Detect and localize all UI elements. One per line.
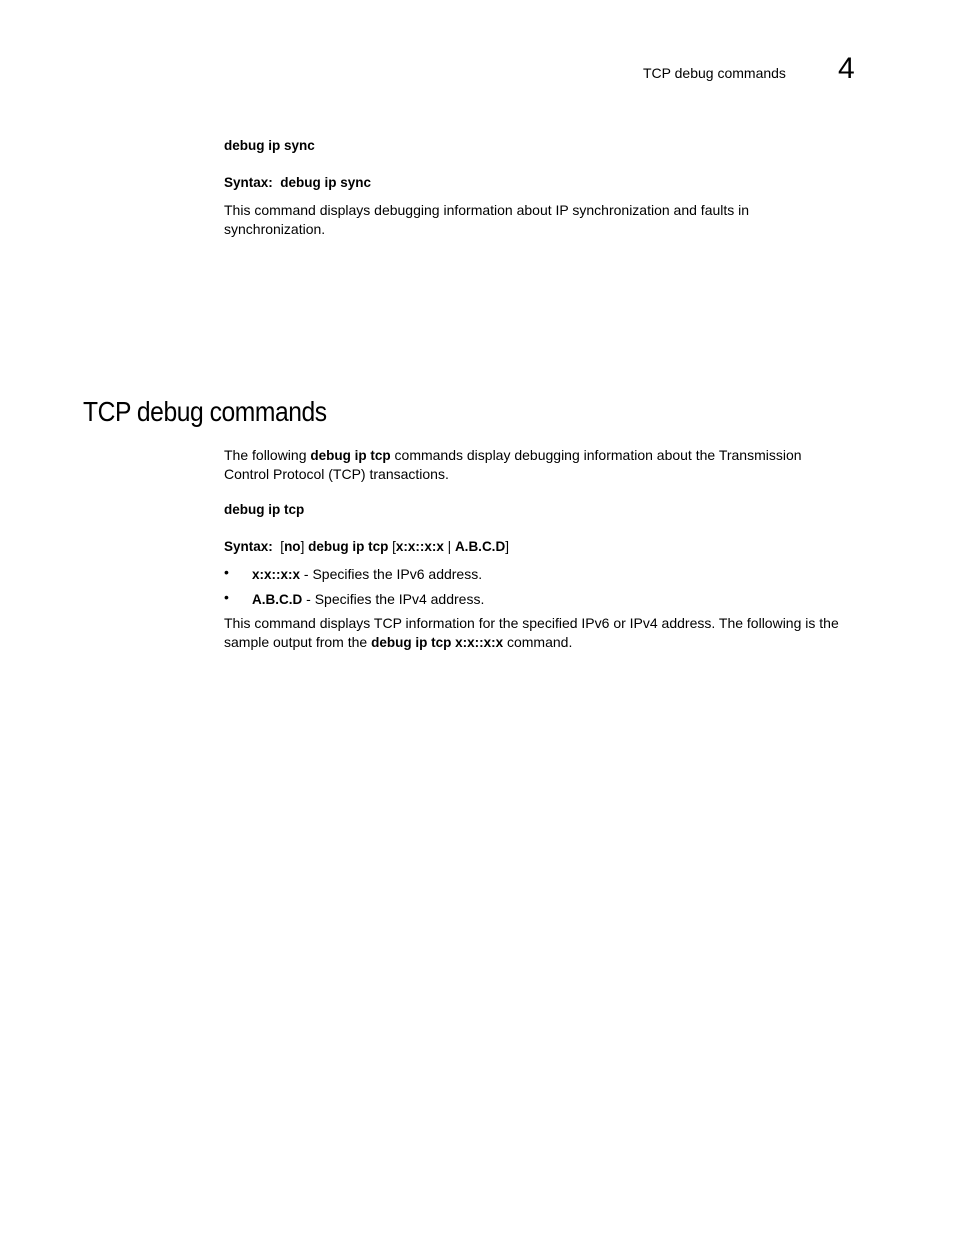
syntax-arg-open: [ [392, 539, 396, 554]
tcp-outro-bold: debug ip tcp x:x::x:x [371, 635, 504, 650]
tcp-intro-line1 [224, 446, 874, 465]
section-title: TCP debug commands [83, 396, 327, 427]
syntax-arg-close: ] [505, 539, 509, 554]
tcp-outro [224, 614, 874, 652]
syntax-close-bracket: ] [300, 539, 305, 554]
tcp-intro-bold: debug ip tcp [310, 448, 391, 463]
chapter-number: 4 [838, 52, 855, 85]
sync-description [224, 201, 874, 239]
bullet-dot-icon: • [224, 564, 229, 580]
syntax-open-bracket: [ [280, 539, 285, 554]
syntax-command: debug ip sync [280, 175, 372, 190]
syntax-no: no [284, 539, 301, 554]
command-heading-debug-ip-tcp: debug ip tcp [224, 502, 305, 517]
tcp-outro-line2 [224, 633, 874, 652]
bullet-text [252, 590, 484, 609]
sync-description-line2: synchronization. [224, 221, 326, 237]
bullet-term: A.B.C.D [252, 592, 303, 607]
bullet-desc: - Specifies the IPv6 address. [300, 566, 483, 582]
tcp-intro [224, 446, 874, 484]
tcp-outro-prefix: sample output from the [224, 634, 372, 650]
syntax-label-tcp: Syntax: [224, 539, 273, 554]
syntax-arg-ipv4: A.B.C.D [454, 539, 506, 554]
bullet-dot-icon: • [224, 589, 229, 605]
syntax-arg-ipv6: x:x::x:x [395, 539, 444, 554]
tcp-intro-suffix: commands display debugging information about the Transmission [390, 447, 802, 463]
tcp-intro-line2: Control Protocol (TCP) transactions. [224, 466, 449, 482]
syntax-line-tcp [224, 537, 874, 556]
syntax-line-sync [224, 173, 874, 192]
sync-description-line1: This command displays debugging information about IP synchronization and faults in [224, 202, 750, 218]
running-header-title: TCP debug commands [643, 65, 786, 81]
bullet-desc: - Specifies the IPv4 address. [302, 591, 485, 607]
bullet-text [252, 565, 482, 584]
bullet-term: x:x::x:x [252, 567, 301, 582]
tcp-outro-line1: This command displays TCP information for the specified IPv6 or IPv4 address. The following is the [224, 615, 839, 631]
tcp-outro-suffix: command. [503, 634, 573, 650]
tcp-intro-prefix: The following [224, 447, 311, 463]
command-heading-debug-ip-sync: debug ip sync [224, 138, 315, 153]
syntax-label: Syntax: [224, 175, 273, 190]
syntax-pipe: | [447, 539, 452, 554]
syntax-cmd-tcp: debug ip tcp [308, 539, 389, 554]
